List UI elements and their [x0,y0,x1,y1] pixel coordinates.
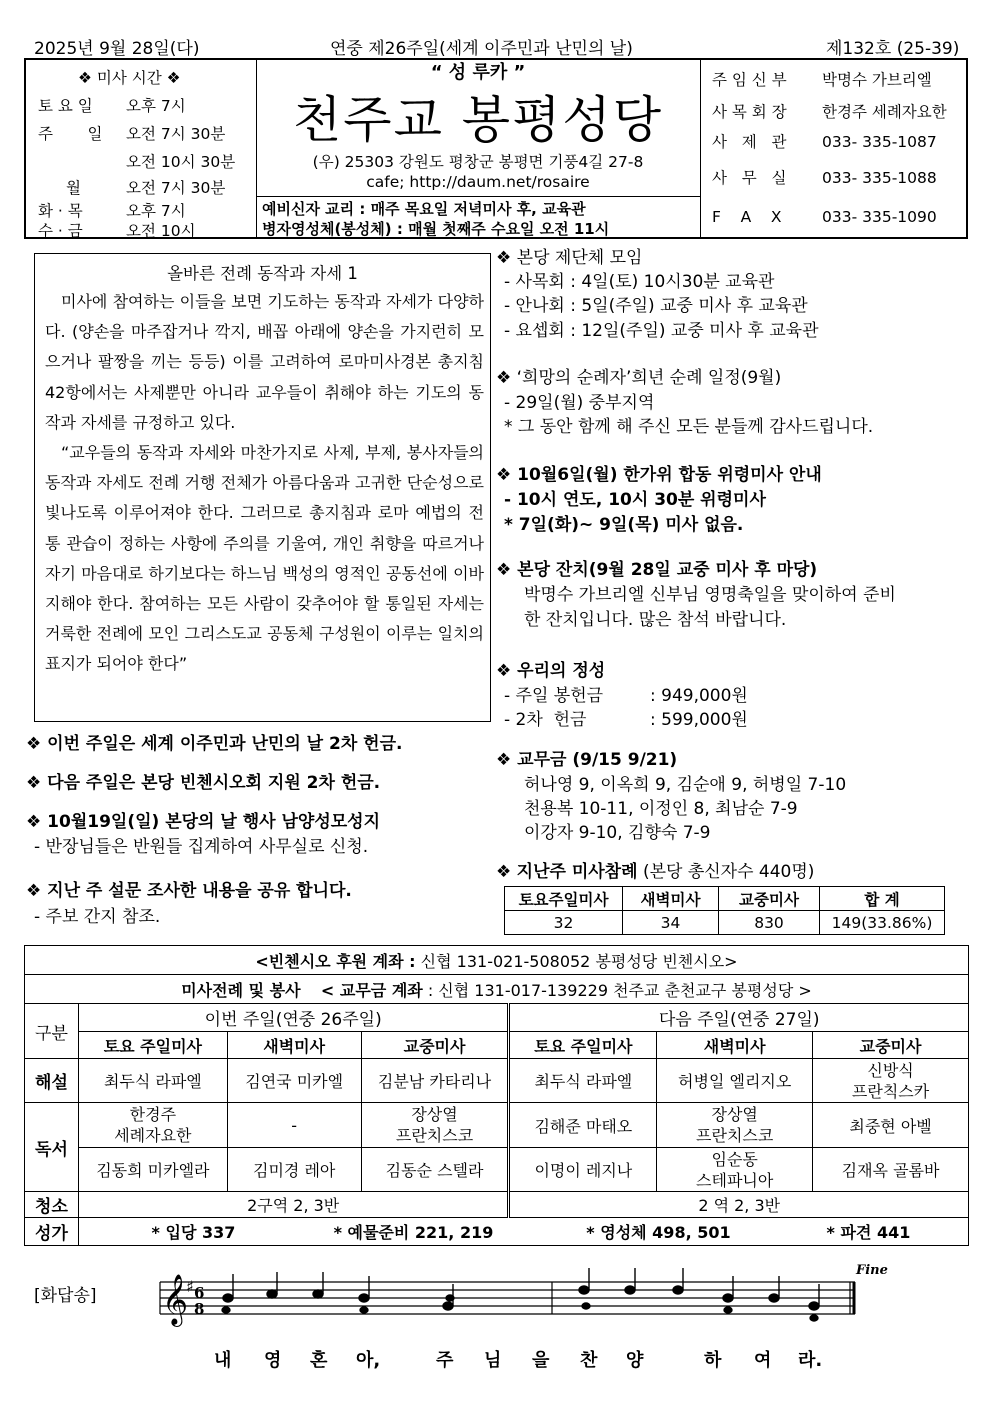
parish-feast-title: ❖ 본당 잔치(9월 28일 교중 미사 후 마당) [496,560,818,580]
header-box [24,58,968,239]
liturgy-schedule-table [24,945,969,1246]
row-label: 해설 [25,1059,79,1103]
list-item: - 안나회 : 5일(주일) 교중 미사 후 교육관 [504,296,808,316]
parish-cafe-link[interactable]: cafe; http://daum.net/rosaire [366,173,590,191]
contact-row: 사 제 관 033- 335-1087 [712,133,937,151]
row-label: 청소 [25,1192,79,1218]
table-cell: 32 [505,911,623,935]
list-item: * 그 동안 함께 해 주신 모든 분들께 감사드립니다. [504,417,874,437]
diamond-icon: ❖ [496,560,512,580]
mass-time-row: 화 · 목 오후 7시 [38,202,186,220]
table-cell: 최두식 라파엘 [78,1059,227,1103]
notice-subitem: - 주보 간지 참조. [34,907,161,927]
svg-text:6: 6 [194,1284,205,1302]
list-item: 허나영 9, 이옥희 9, 김순애 9, 허병일 7-10 [524,775,847,795]
article-paragraph: 미사에 참여하는 이들을 보면 기도하는 동작과 자세가 다양하다. (양손을 마주잡거나 깍지, 배꼽 아래에 양손을 가지런히 모으거나 팔짱을 끼는 등등) 이를 고려하여 로마미사경본 총지침 42항에서는 사제뿐만 아니라 교우들이 취해야 하는 기도의 동작과 자세를 규정하고 있다. [45,292,484,432]
table-cell: 장상열 프란치스코 [657,1103,813,1148]
table-cell: 임순동 스테파니아 [657,1148,813,1192]
this-week-header: 이번 주일(연중 26주일) [78,1004,509,1032]
diamond-icon: ❖ [496,661,512,681]
mass-col-header: 교중미사 [813,1032,969,1059]
mass-time-row: 주 일 오전 7시 30분 [38,125,226,143]
article-paragraph: “교우들의 동작과 자세와 마찬가지로 사제, 부제, 봉사자들의 동작과 자세도 전례 거행 전체가 아름다움과 고귀한 단순성으로 빛나도록 이루어져야 한다. 그러므로 총지침과 로마 예법의 전통 관습이 정하는 사항에 주의를 기울여, 개인 취향을 따르거나 자기 마음대로 하기보다는 하느님 백성의 영적인 공동선에 이바지해야 한다. 참여하는 모든 사람이 갖추어야 할 통일된 자세는 거룩한 전례에 모인 그리스도교 공동체 구성원이 이루는 일치의 표지가 되어야 한다” [45,443,484,674]
table-cell: 장상열 프란치스코 [361,1103,509,1148]
lyric-syllable: 님 [484,1350,502,1371]
col-group-label: 구분 [25,1004,79,1059]
lyric-syllable: 찬 [580,1350,598,1371]
list-item: - 10시 연도, 10시 30분 위령미사 [504,490,766,510]
mass-times-title: ❖ 미사 시간 ❖ [78,69,181,87]
mass-col-header: 교중미사 [361,1032,509,1059]
lyric-syllable: 하 [704,1350,722,1371]
table-header: 합 계 [820,887,945,911]
diamond-icon: ❖ [26,773,42,793]
table-cell: 최중현 아벨 [813,1103,969,1148]
mass-col-header: 토요 주일미사 [509,1032,657,1059]
mass-col-header: 새벽미사 [227,1032,361,1059]
diamond-icon: ❖ [496,368,512,388]
notice-item: ❖ 10월19일(일) 본당의 날 행사 남양성모성지 [26,812,381,832]
list-item: 이강자 9-10, 김향숙 7-9 [524,823,711,843]
diamond-icon: ❖ [496,465,512,485]
list-item: - 사목회 : 4일(토) 10시30분 교육관 [504,272,775,292]
lyric-syllable: 아, [356,1350,381,1371]
diamond-icon: ❖ [496,248,512,268]
liturgy-title: 연중 제26주일(세계 이주민과 난민의 날) [330,39,633,59]
table-cell: 김미경 레아 [227,1148,361,1192]
table-cell: 이명이 레지나 [509,1148,657,1192]
issue-date: 2025년 9월 28일(다) [34,39,200,59]
next-week-header: 다음 주일(연중 27일) [509,1004,969,1032]
table-cell: 최두식 라파엘 [509,1059,657,1103]
psalm-label: [화답송] [34,1286,97,1306]
contact-row: 사 목 회 장 한경주 세례자요한 [712,103,947,121]
article-body [45,287,484,680]
lyric-syllable: 여 [754,1350,772,1371]
table-cell: 김재옥 골롬바 [813,1148,969,1192]
lyric-syllable: 혼 [310,1350,328,1371]
parish-name: 천주교 봉평성당 [293,91,663,149]
table-header: 교중미사 [719,887,820,911]
fine-mark: Fine [856,1263,888,1278]
notice-item: ❖ 이번 주일은 세계 이주민과 난민의 날 2차 헌금. [26,734,403,754]
liturgy-article-box [34,253,491,722]
contact-row: F A X 033- 335-1090 [712,208,937,226]
table-header: 토요주일미사 [505,887,623,911]
attendance-title: ❖ 지난주 미사참례 (본당 총신자수 440명) [496,862,815,882]
diamond-icon: ❖ [496,750,512,770]
mass-time-row: 월 오전 7시 30분 [66,179,226,197]
row-label: 독서 [25,1103,79,1192]
lyric-syllable: 내 [214,1350,232,1371]
parish-address: (우) 25303 강원도 평창군 봉평면 기풍4길 27-8 [312,153,644,171]
mass-col-header: 새벽미사 [657,1032,813,1059]
mass-time-row: 토 요 일 오후 7시 [38,97,186,115]
catechumen-notice: 예비신자 교리 : 매주 목요일 저녁미사 후, 교육관 [262,200,586,218]
list-item: - 29일(월) 중부지역 [504,393,655,413]
table-cell: 2구역 2, 3반 [78,1192,509,1218]
diamond-icon: ❖ [166,69,181,87]
mass-time-row: 오전 10시 30분 [126,153,236,171]
diamond-icon: ❖ [78,69,92,87]
list-item: 한 잔치입니다. 많은 참석 바랍니다. [524,610,787,630]
memorial-mass-title: ❖ 10월6일(월) 한가위 합동 위령미사 안내 [496,465,822,485]
notice-subitem: - 반장님들은 반원들 집계하여 사무실로 신청. [34,837,369,857]
diamond-icon: ❖ [26,812,42,832]
table-cell: 김분남 카타리나 [361,1059,509,1103]
table-cell: 허병일 엘리지오 [657,1059,813,1103]
table-cell: 2 역 2, 3반 [509,1192,969,1218]
lyric-syllable: 주 [436,1350,454,1371]
table-cell: - [227,1103,361,1148]
table-cell: 34 [623,911,719,935]
svg-text:8: 8 [194,1300,205,1318]
offering-row: - 2차 헌금 : 599,000원 [504,710,748,730]
offering-row: - 주일 봉헌금 : 949,000원 [504,686,748,706]
contact-row: 사 무 실 033- 335-1088 [712,169,937,187]
table-cell: 830 [719,911,820,935]
lyric-syllable: 영 [264,1350,282,1371]
dues-account-row: 미사전례 및 봉사 < 교무금 계좌 : 신협 131-017-139229 천주교 춘천교구 봉평성당 > [25,975,969,1004]
notice-item: ❖ 다음 주일은 본당 빈첸시오회 지원 2차 헌금. [26,773,381,793]
list-item: - 요셉회 : 12일(주일) 교중 미사 후 교육관 [504,321,819,341]
issue-number: 제132호 (25-39) [826,39,960,59]
sharp-icon: ♯ [186,1277,194,1296]
diamond-icon: ❖ [26,881,42,901]
row-label: 성가 [25,1218,79,1246]
lyric-syllable: 양 [626,1350,644,1371]
table-cell: 김해준 마태오 [509,1103,657,1148]
table-cell: 김동순 스텔라 [361,1148,509,1192]
diamond-icon: ❖ [496,862,512,882]
diamond-icon: ❖ [26,734,42,754]
table-cell: 김동희 미카엘라 [78,1148,227,1192]
offering-title: ❖ 우리의 정성 [496,661,606,681]
attendance-table [504,886,945,935]
mass-time-row: 수 · 금 오전 10시 [38,222,196,240]
list-item: 박명수 가브리엘 신부님 영명축일을 맞이하여 준비 [524,585,896,605]
table-cell: 김연국 미카엘 [227,1059,361,1103]
table-header: 새벽미사 [623,887,719,911]
treble-clef-icon: 𝄞 [162,1274,189,1325]
table-cell: 149(33.86%) [820,911,945,935]
list-item: * 7일(화)~ 9일(목) 미사 없음. [504,515,744,535]
table-cell: 신방식 프란칙스카 [813,1059,969,1103]
lyric-syllable: 을 [532,1350,550,1371]
mass-col-header: 토요 주일미사 [78,1032,227,1059]
hymn-row: * 입당 337 * 예물준비 221, 219 * 영성체 498, 501 * 파견 441 [78,1218,968,1246]
group-meeting-title: ❖ 본당 제단체 모임 [496,248,643,268]
article-title: 올바른 전례 동작과 자세 1 [167,264,358,283]
lyric-syllable: 라. [798,1350,823,1371]
psalm-music-staff [150,1262,910,1342]
dues-title: ❖ 교무금 (9/15 9/21) [496,750,678,770]
table-cell: 한경주 세례자요한 [78,1103,227,1148]
patron-saint: “ 성 루카 ” [430,62,526,83]
list-item: 천용복 10-11, 이정인 8, 최남순 7-9 [524,799,798,819]
notice-item: ❖ 지난 주 설문 조사한 내용을 공유 합니다. [26,881,352,901]
contact-row: 주 임 신 부 박명수 가브리엘 [712,71,932,89]
pilgrimage-title: ❖ ‘희망의 순례자’희년 순례 일정(9월) [496,368,782,388]
sick-communion-notice: 병자영성체(봉성체) : 매월 첫째주 수요일 오전 11시 [262,220,610,238]
vincent-account-row: <빈첸시오 후원 계좌 : 신협 131-021-508052 봉평성당 빈첸시오> [25,946,969,975]
